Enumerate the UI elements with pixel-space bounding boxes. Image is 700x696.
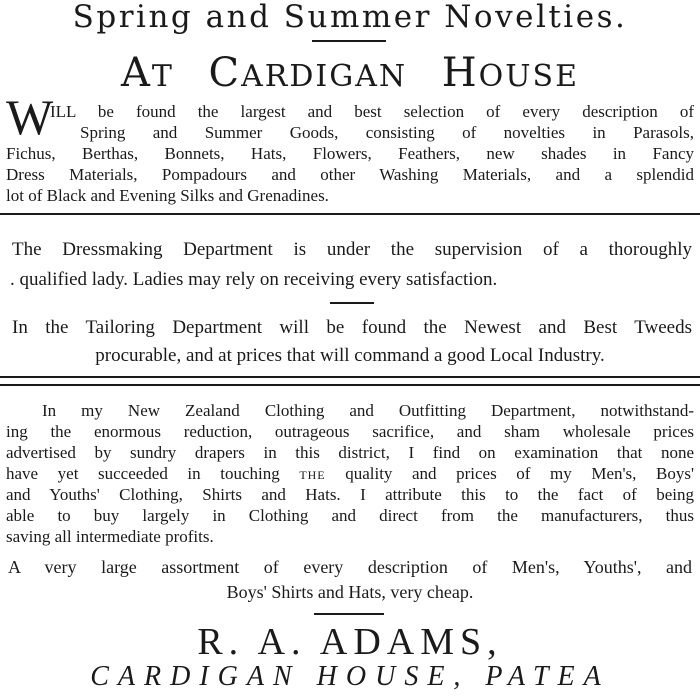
- intro-drop-cap: W: [6, 89, 54, 145]
- store-heading: [0, 50, 700, 96]
- divider-rule-3: [0, 384, 700, 386]
- clothing-line-2: ing the enormous reduction, outrageous sacrifice, and sham wholesale prices: [6, 422, 694, 441]
- divider-rule-1: [0, 213, 700, 215]
- intro-line-2: Spring and Summer Goods, consisting of novelties in Parasols,: [80, 123, 694, 142]
- tailoring-line-2: procurable, and at prices that will command a good Local Industry.: [95, 345, 605, 366]
- proprietor-address: CARDIGAN HOUSE, PATEA: [90, 661, 610, 692]
- assortment-line-2: Boys' Shirts and Hats, very cheap.: [226, 582, 474, 602]
- clothing-line-4-caps: THE: [299, 468, 326, 482]
- assortment-line-1: A very large assortment of every description of Men's, Youths', and: [8, 557, 692, 577]
- clothing-line-4-before: have yet succeeded in touching: [6, 464, 280, 483]
- headline: Spring and Summer Novelties.: [72, 0, 628, 35]
- headline-rule: [312, 40, 386, 42]
- tailoring-line-1: In the Tailoring Department will be found the Newest and Best Tweeds: [12, 317, 692, 338]
- store-heading-at-rest: T: [151, 59, 174, 94]
- store-heading-house-rest: OUSE: [478, 59, 579, 94]
- store-heading-cardigan-rest: ARDIGAN: [241, 59, 408, 94]
- clothing-line-5: and Youths' Clothing, Shirts and Hats. I attribute this to the fact of being: [6, 485, 694, 504]
- clothing-line-3: advertised by sundry drapers in this district, I find on examination that none: [6, 443, 694, 462]
- store-heading-cardigan-initial: C: [208, 50, 242, 96]
- clothing-line-4-after: quality and prices of my Men's, Boys': [345, 464, 695, 483]
- clothing-line-7: saving all intermediate profits.: [6, 527, 214, 546]
- proprietor-name: R. A. ADAMS,: [197, 621, 503, 663]
- clothing-line-6: able to buy largely in Clothing and direct from the manufacturers, thus: [6, 506, 694, 525]
- store-heading-at-initial: A: [120, 50, 152, 96]
- dressmaking-line-2: . qualified lady. Ladies may rely on receiving every satisfaction.: [10, 269, 498, 290]
- intro-line-5: lot of Black and Evening Silks and Grenadines.: [6, 186, 329, 205]
- notice-rule: [330, 302, 374, 304]
- signature-rule: [314, 613, 384, 615]
- intro-line-1: ILL be found the largest and best selection of every description of: [50, 102, 694, 121]
- dressmaking-line-1: The Dressmaking Department is under the supervision of a thoroughly: [12, 239, 692, 260]
- clothing-line-1: In my New Zealand Clothing and Outfitting Department, notwithstand-: [42, 401, 694, 420]
- divider-rule-2: [0, 376, 700, 378]
- clothing-line-4: [6, 463, 694, 486]
- intro-line-4: Dress Materials, Pompadours and other Washing Materials, and a splendid: [6, 165, 694, 184]
- store-heading-house-initial: H: [441, 50, 479, 96]
- intro-line-3: Fichus, Berthas, Bonnets, Hats, Flowers, Feathers, new shades in Fancy: [6, 144, 694, 163]
